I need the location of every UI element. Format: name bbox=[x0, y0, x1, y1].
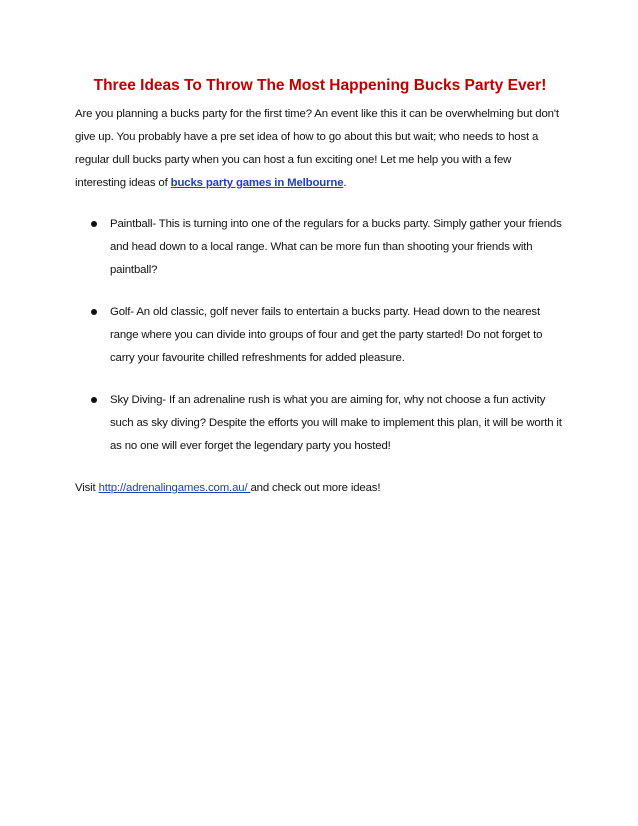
closing-suffix: and check out more ideas! bbox=[250, 482, 381, 494]
list-item-text: Sky Diving- If an adrenaline rush is what you are aiming for, why not choose a fun activity such as sky diving? Despite the efforts you will make to implement this plan, it will be worth it as no one will ever forget the legendary party you hosted! bbox=[110, 394, 562, 452]
list-item-text: Paintball- This is turning into one of the regulars for a bucks party. Simply gather your friends and head down to a local range. What can be more fun than shooting your friends with paintball? bbox=[110, 218, 562, 276]
closing-paragraph bbox=[75, 477, 565, 500]
page-title: Three Ideas To Throw The Most Happening Bucks Party Ever! bbox=[93, 77, 547, 94]
list-item-golf bbox=[75, 301, 565, 370]
document-content bbox=[75, 75, 565, 500]
bullet-icon bbox=[91, 397, 97, 403]
intro-trailing: . bbox=[343, 177, 347, 189]
bullet-icon bbox=[91, 221, 97, 227]
intro-text: Are you planning a bucks party for the first time? An event like this it can be overwhelming but don't give up. You probably have a pre set idea of how to go about this but wait; who needs to host a regular dull bucks party when you can host a fun exciting one! Let me help you with a few interesting ideas of bbox=[75, 108, 559, 189]
bullet-icon bbox=[91, 309, 97, 315]
list-item-sky-diving bbox=[75, 389, 565, 458]
intro-paragraph bbox=[75, 103, 565, 195]
adrenalin-games-link[interactable]: http://adrenalingames.com.au/ bbox=[98, 482, 251, 494]
list-item-paintball bbox=[75, 213, 565, 282]
closing-prefix: Visit bbox=[75, 482, 99, 494]
ideas-list bbox=[75, 213, 565, 458]
list-item-text: Golf- An old classic, golf never fails to entertain a bucks party. Head down to the nearest range where you can divide into groups of four and get the party started! Do not forget to carry your favourite chilled refreshments for added pleasure. bbox=[110, 306, 543, 364]
bucks-party-games-link[interactable]: bucks party games in Melbourne bbox=[170, 177, 344, 189]
